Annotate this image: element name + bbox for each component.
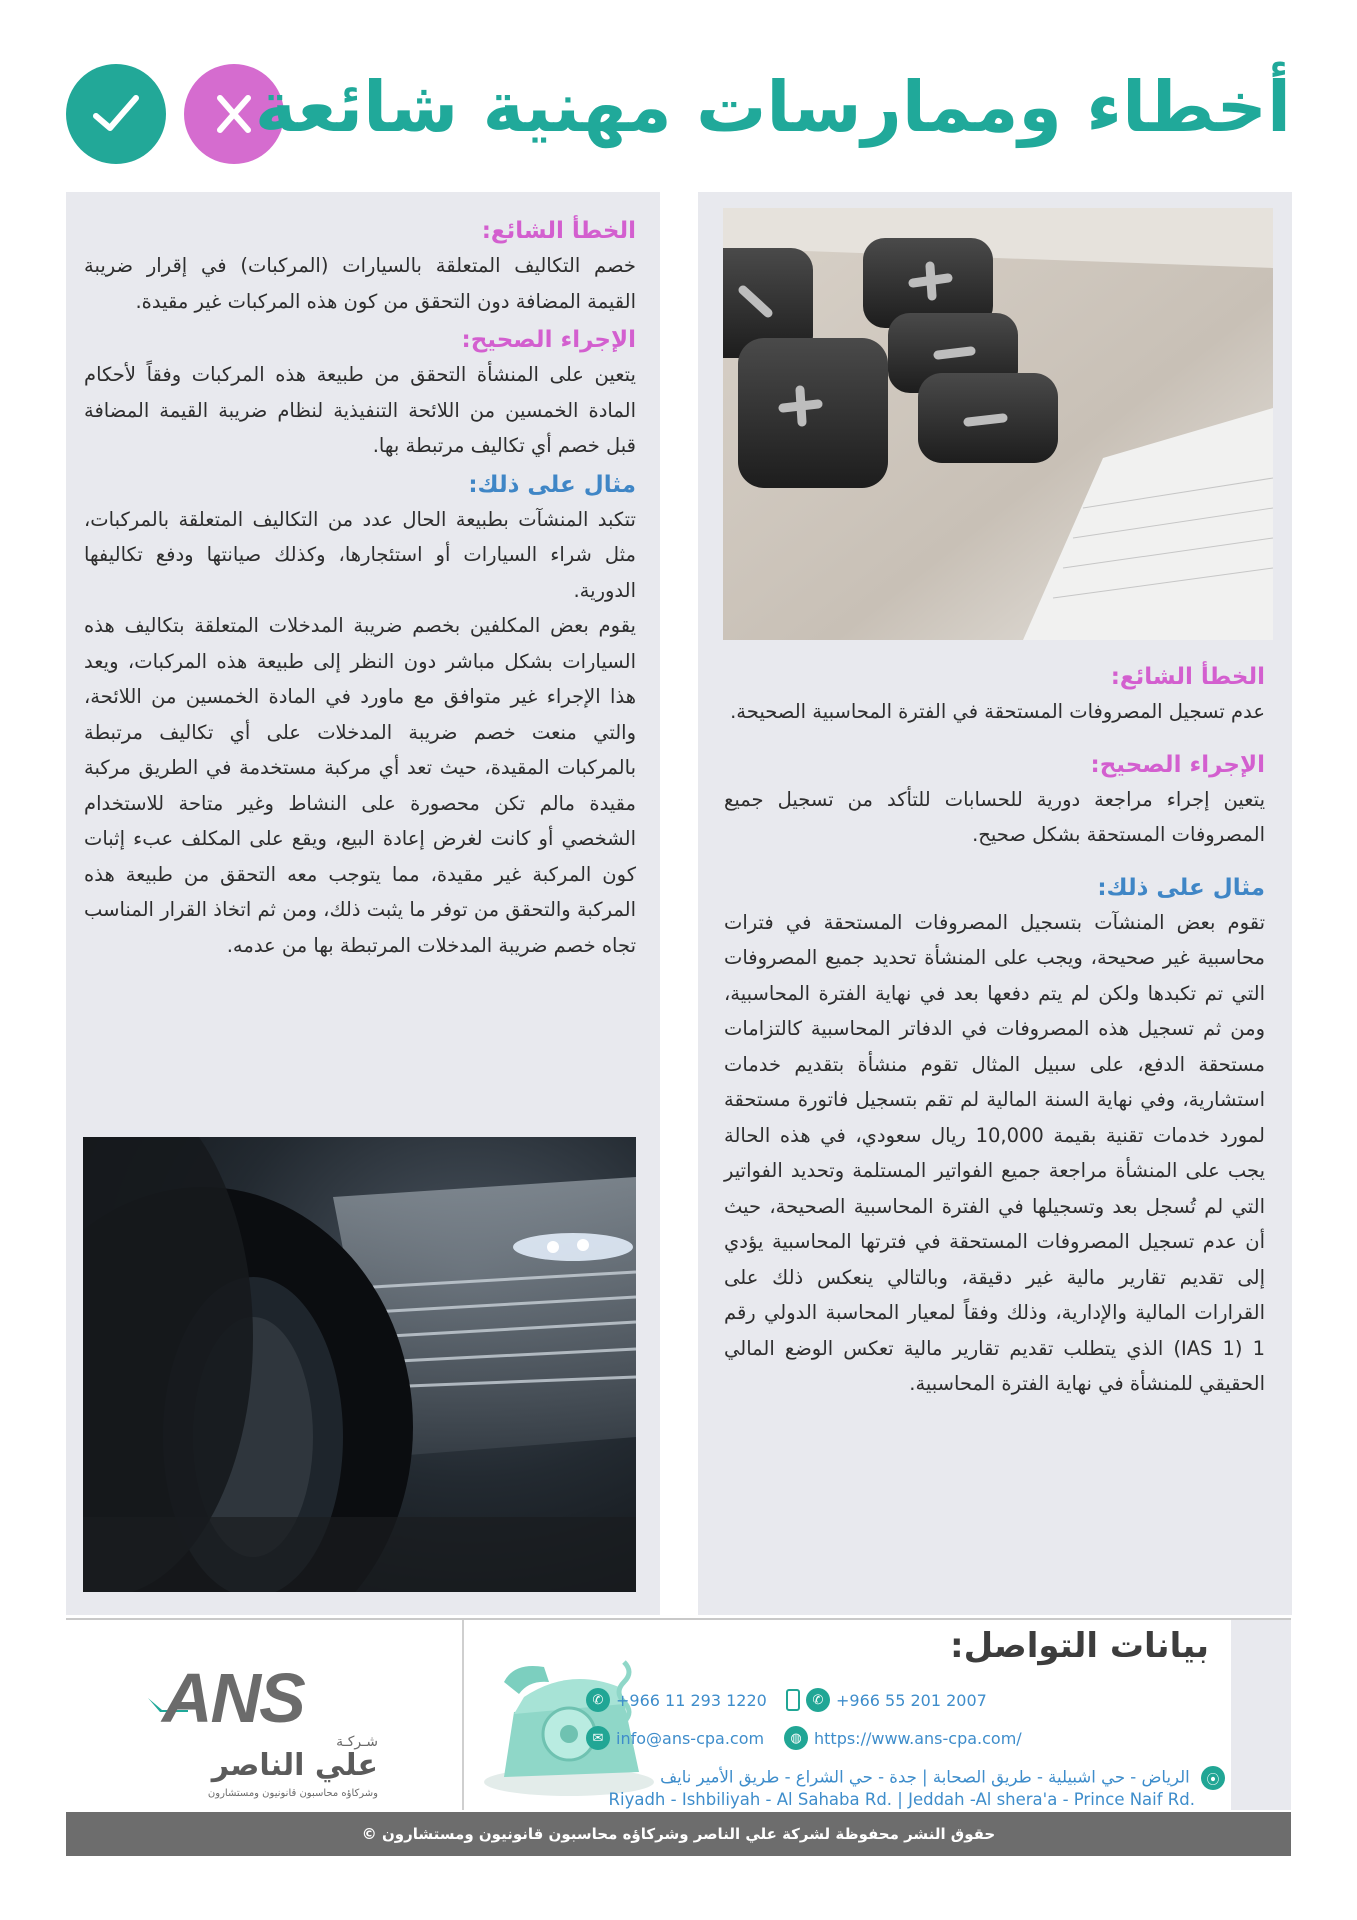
website-link[interactable]: https://www.ans-cpa.com/ [814, 1728, 1022, 1748]
website-contact[interactable] [784, 1726, 1022, 1750]
telephone-illustration [474, 1642, 674, 1802]
left-column [84, 214, 636, 963]
right-error-text: عدم تسجيل المصروفات المستحقة في الفترة المحاسبية الصحيحة. [730, 700, 1265, 723]
email-contact[interactable] [586, 1726, 764, 1750]
whatsapp-icon: ✆ [806, 1688, 830, 1712]
logo-subtitle: وشركاؤه محاسبون قانونيون ومستشارون [207, 1788, 378, 1799]
left-error-heading: الخطأ الشائع: [481, 218, 636, 244]
contact-strip [1231, 1620, 1291, 1810]
right-column [724, 660, 1265, 1402]
left-error-text: خصم التكاليف المتعلقة بالسيارات (المركبات) في إقرار ضريبة القيمة المضافة دون التحقق من كون هذه المركبات غير مقيدة. [84, 254, 636, 313]
right-example-heading: مثال على ذلك: [1097, 874, 1265, 901]
mobile-contact[interactable] [786, 1688, 987, 1712]
car-image [83, 1137, 636, 1592]
logo-company-name: علي الناصر [211, 1748, 378, 1783]
landline-contact[interactable] [586, 1688, 767, 1712]
address-arabic-text: الرياض - حي اشبيلية - طريق الصحابة | جدة - حي الشراع - طريق الأمير نايف [660, 1767, 1190, 1787]
landline-number[interactable]: +966 11 293 1220 [616, 1690, 767, 1710]
calculator-image [723, 208, 1273, 640]
contact-title: بيانات التواصل: [949, 1626, 1209, 1666]
right-example-text: تقوم بعض المنشآت بتسجيل المصروفات المستحقة في فترات محاسبية غير صحيحة، ويجب على المنشأة تحديد جميع المصروفات التي تم تكبدها ولكن لم يتم دفعها بعد في نهاية الفترة المحاسبية، ومن ثم تسجيل هذه المصروفات في الدفاتر المحاسبية كالتزامات مستحقة الدفع، على سبيل المثال تقوم منشأة بتقديم خدمات استشارية، وفي نهاية السنة المالية لم تقم بتسجيل فاتورة مستحقة لمورد خدمات تقنية بقيمة 10,000 ريال سعودي، في هذه الحالة يجب على المنشأة مراجعة جميع الفواتير المستلمة وتحديد الفواتير التي لم تُسجل بعد وتسجيلها في الفترة المحاسبية الصحيحة، حيث أن عدم تسجيل المصروفات المستحقة في فترتها المحاسبية يؤدي إلى تقديم تقارير مالية غير دقيقة، وبالتالي ينعكس ذلك على القرارات المالية والإدارية، وذلك وفقاً لمعيار المحاسبة الدولي رقم 1 (IAS 1) الذي يتطلب تقديم تقارير مالية تعكس الوضع المالي الحقيقي للمنشأة في نهاية الفترة المحاسبية. [724, 910, 1266, 1395]
logo-ans: ANS [162, 1659, 304, 1737]
left-example-paragraph-2: يقوم بعض المكلفين بخصم ضريبة المدخلات المتعلقة بتكاليف هذه السيارات بشكل مباشر دون النظر إلى طبيعة هذه المركبات، ويعد هذا الإجراء غير متوافق مع ماورد في المادة الخمسين من اللائحة، والتي منعت خصم ضريبة المدخلات على أي تكاليف مرتبطة بالمركبات المقيدة، حيث تعد أي مركبة مستخدمة في الطريق مركبة مقيدة مالم تكن محصورة على النشاط وغير متاحة للاستخدام الشخصي أو كانت لغرض إعادة البيع، ويقع على المكلف عبء إثبات كون المركبة غير مقيدة، مما يتوجب معه التحقق من طبيعة هذه المركبة والتحقق من توفر ما يثبت ذلك، ومن ثم اتخاذ القرار المناسب تجاه خصم ضريبة المدخلات المرتبطة بها من عدمه. [84, 614, 636, 957]
logo-company-word: شـركـة [336, 1734, 378, 1750]
address-arabic [660, 1766, 1225, 1790]
page-header [66, 52, 1291, 162]
email-link[interactable]: info@ans-cpa.com [616, 1728, 765, 1748]
company-logo [148, 1652, 388, 1799]
contact-section [66, 1618, 1291, 1808]
email-icon: ✉ [586, 1726, 610, 1750]
location-icon: ⦿ [1201, 1766, 1225, 1790]
page-title: أخطاء وممارسات مهنية شائعة [254, 66, 1291, 148]
footer-divider [462, 1620, 464, 1810]
check-icon [86, 84, 146, 144]
phone-icon: ✆ [586, 1688, 610, 1712]
address-english: Riyadh - Ishbiliyah - Al Sahaba Rd. | Jeddah -Al shera'a - Prince Naif Rd. [608, 1790, 1195, 1809]
right-procedure-text: يتعين إجراء مراجعة دورية للحسابات للتأكد من تسجيل جميع المصروفات المستحقة بشكل صحيح. [724, 787, 1265, 846]
left-procedure-heading: الإجراء الصحيح: [461, 327, 636, 353]
check-badge [66, 64, 166, 164]
mobile-phone-icon [786, 1689, 800, 1711]
copyright-bar: حقوق النشر محفوظة لشركة علي الناصر وشركاؤه محاسبون قانونيون ومستشارون © [66, 1812, 1291, 1856]
left-example-heading: مثال على ذلك: [468, 471, 636, 498]
cross-icon [206, 86, 262, 142]
mobile-number[interactable]: +966 55 201 2007 [836, 1690, 987, 1710]
globe-icon: ◍ [784, 1726, 808, 1750]
left-example-paragraph-1: تتكبد المنشآت بطبيعة الحال عدد من التكاليف المتعلقة بالمركبات، مثل شراء السيارات أو استئجارها، وكذلك صيانتها ودفع تكاليفها الدورية. [84, 507, 636, 602]
right-error-heading: الخطأ الشائع: [1110, 664, 1265, 690]
left-procedure-text: يتعين على المنشأة التحقق من طبيعة هذه المركبات وفقاً لأحكام المادة الخمسين من اللائحة التنفيذية لنظام ضريبة القيمة المضافة قبل خصم أي تكاليف مرتبطة بها. [84, 363, 636, 457]
right-procedure-heading: الإجراء الصحيح: [1090, 751, 1265, 778]
